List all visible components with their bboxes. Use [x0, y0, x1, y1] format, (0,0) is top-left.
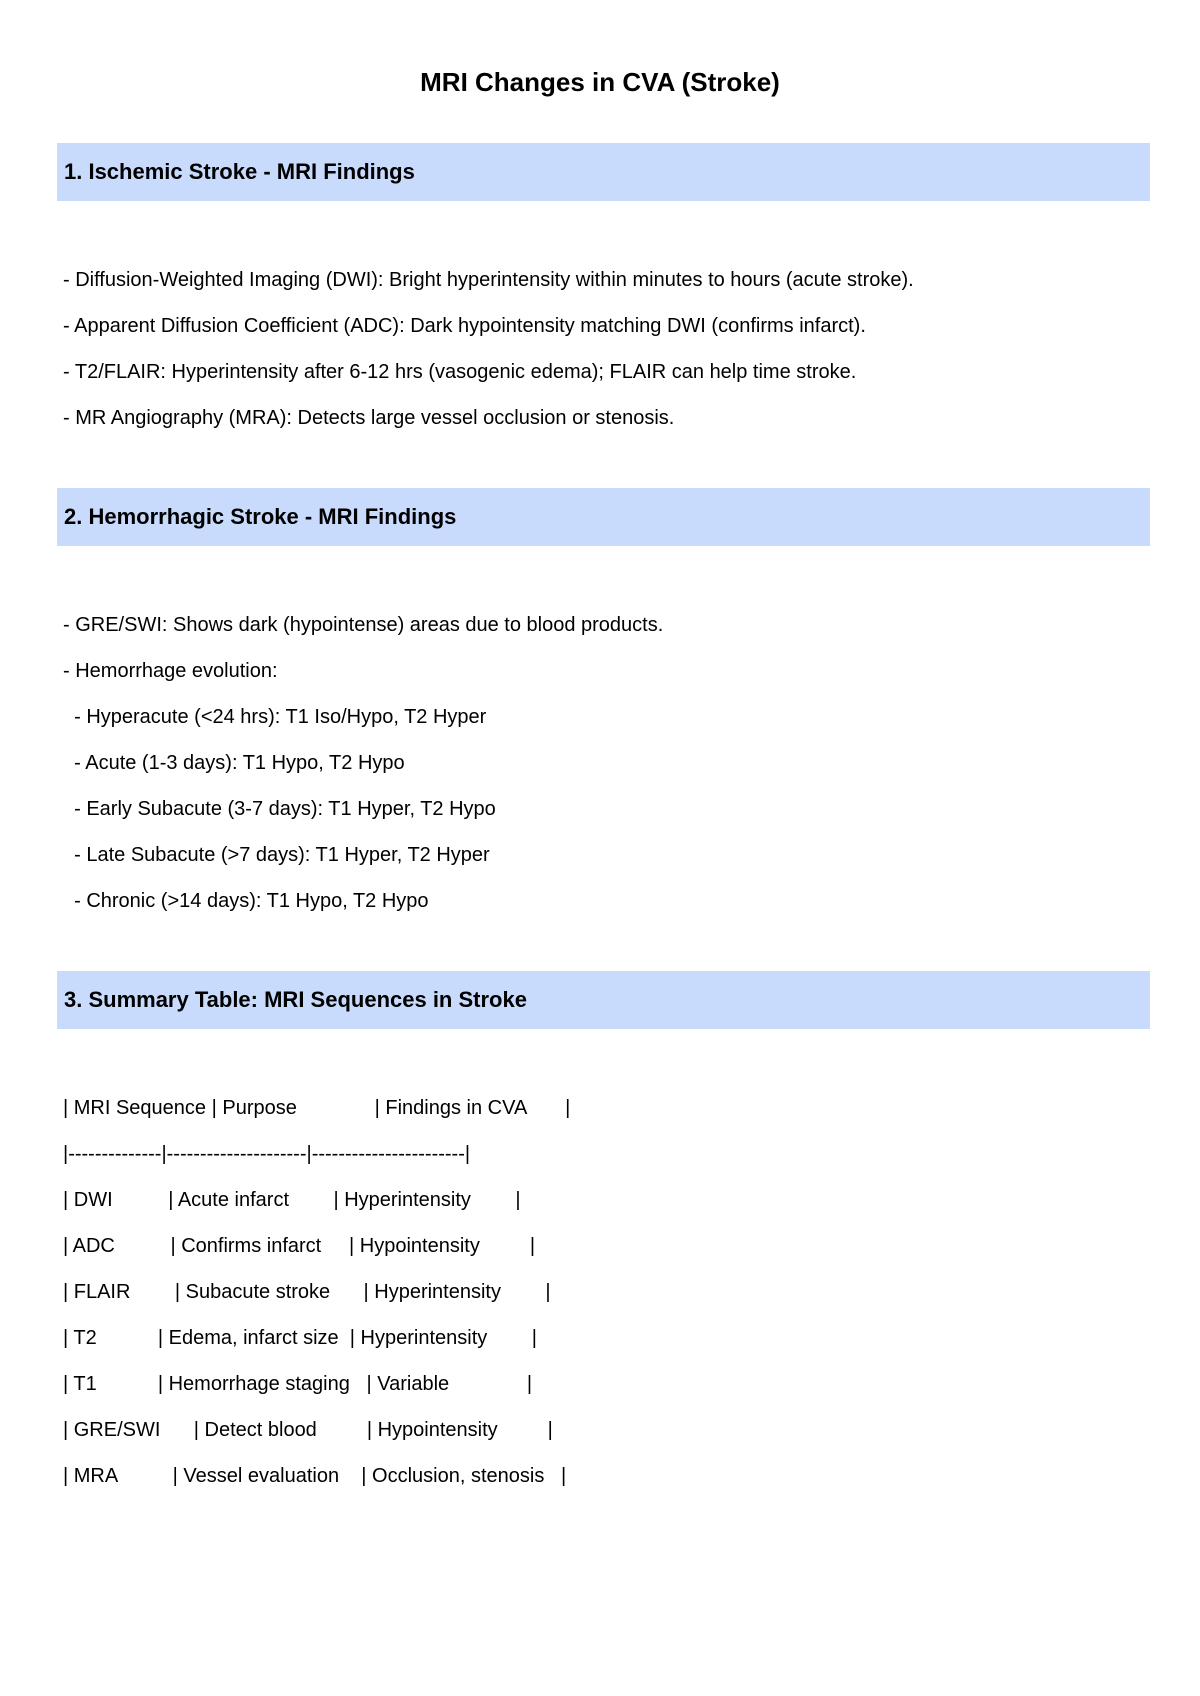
hemorrhagic-finding-line: - Hemorrhage evolution: — [63, 660, 278, 682]
hemorrhagic-stage-line: - Hyperacute (<24 hrs): T1 Iso/Hypo, T2 Hyper — [63, 706, 487, 728]
ischemic-finding-line: - Apparent Diffusion Coefficient (ADC): Dark hypointensity matching DWI (confirms infarct). — [63, 315, 866, 337]
section-heading-hemorrhagic: 2. Hemorrhagic Stroke - MRI Findings — [57, 488, 1150, 546]
section-heading-summary-table: 3. Summary Table: MRI Sequences in Stroke — [57, 971, 1150, 1029]
summary-table-row: | T2 | Edema, infarct size | Hyperintensity | — [63, 1327, 537, 1349]
hemorrhagic-stage-line: - Early Subacute (3-7 days): T1 Hyper, T2 Hypo — [63, 798, 496, 820]
ischemic-finding-line: - Diffusion-Weighted Imaging (DWI): Bright hyperintensity within minutes to hours (acute stroke). — [63, 269, 914, 291]
summary-table-row: | T1 | Hemorrhage staging | Variable | — [63, 1373, 533, 1395]
summary-table-row: | DWI | Acute infarct | Hyperintensity | — [63, 1189, 521, 1211]
hemorrhagic-finding-line: - GRE/SWI: Shows dark (hypointense) areas due to blood products. — [63, 614, 664, 636]
summary-table-row: | ADC | Confirms infarct | Hypointensity | — [63, 1235, 536, 1257]
ischemic-finding-line: - T2/FLAIR: Hyperintensity after 6-12 hrs (vasogenic edema); FLAIR can help time stroke. — [63, 361, 857, 383]
hemorrhagic-stage-line: - Acute (1-3 days): T1 Hypo, T2 Hypo — [63, 752, 405, 774]
summary-table-header-row: | MRI Sequence | Purpose | Findings in CVA | — [63, 1097, 571, 1119]
summary-table-separator-row: |--------------|---------------------|-----------------------| — [63, 1143, 471, 1165]
summary-table-row: | MRA | Vessel evaluation | Occlusion, stenosis | — [63, 1465, 567, 1487]
summary-table-row: | GRE/SWI | Detect blood | Hypointensity | — [63, 1419, 553, 1441]
ischemic-finding-line: - MR Angiography (MRA): Detects large vessel occlusion or stenosis. — [63, 407, 675, 429]
hemorrhagic-stage-line: - Chronic (>14 days): T1 Hypo, T2 Hypo — [63, 890, 429, 912]
page-title: MRI Changes in CVA (Stroke) — [420, 67, 780, 97]
summary-table-row: | FLAIR | Subacute stroke | Hyperintensity | — [63, 1281, 551, 1303]
hemorrhagic-stage-line: - Late Subacute (>7 days): T1 Hyper, T2 Hyper — [63, 844, 490, 866]
section-heading-ischemic: 1. Ischemic Stroke - MRI Findings — [57, 143, 1150, 201]
